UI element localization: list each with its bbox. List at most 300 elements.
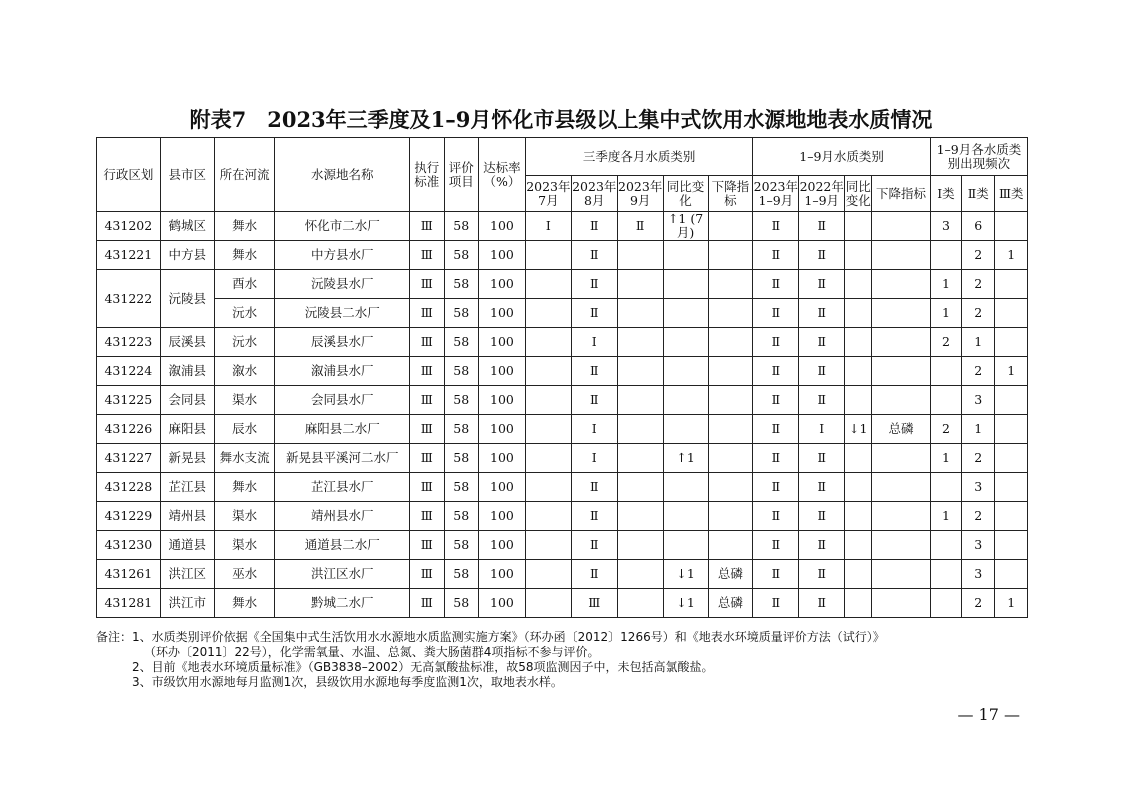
- cell-rate: 100: [478, 502, 525, 531]
- cell-ytd-yoy: [845, 328, 872, 357]
- cell-county: 中方县: [160, 241, 214, 270]
- cell-freq-1: 1: [930, 270, 961, 299]
- cell-rate: 100: [478, 444, 525, 473]
- cell-ytd-yoy: [845, 502, 872, 531]
- table-row: [97, 270, 1028, 299]
- cell-standard: Ⅲ: [410, 502, 444, 531]
- cell-freq-2: 2: [962, 270, 995, 299]
- notes: [96, 630, 1056, 690]
- cell-q3-down: 总磷: [708, 589, 753, 618]
- cell-freq-3: [995, 531, 1028, 560]
- cell-admin-code: 431221: [97, 241, 161, 270]
- cell-items: 58: [444, 386, 478, 415]
- table-row: [97, 473, 1028, 502]
- header-q3-yoy: 同比变化: [663, 176, 708, 212]
- cell-ytd-yoy: [845, 357, 872, 386]
- cell-standard: Ⅲ: [410, 299, 444, 328]
- page-number: — 17 —: [957, 705, 1020, 724]
- cell-sep: [617, 299, 663, 328]
- page-title: 附表7 2023年三季度及1–9月怀化市县级以上集中式饮用水源地地表水质情况: [189, 107, 933, 132]
- cell-ytd-2022: Ⅱ: [799, 299, 845, 328]
- cell-freq-1: [930, 241, 961, 270]
- cell-source-name: 怀化市二水厂: [275, 212, 410, 241]
- cell-freq-2: 3: [962, 560, 995, 589]
- cell-q3-yoy: [663, 473, 708, 502]
- note-2: 2、目前《地表水环境质量标准》（GB3838–2002）无高氯酸盐标准，故58项监测因子中，未包括高氯酸盐。: [132, 660, 714, 674]
- cell-aug: Ⅱ: [571, 299, 617, 328]
- table-row: [97, 531, 1028, 560]
- header-river: 所在河流: [214, 138, 275, 212]
- cell-river: 舞水支流: [214, 444, 275, 473]
- cell-standard: Ⅲ: [410, 560, 444, 589]
- cell-q3-yoy: [663, 531, 708, 560]
- cell-sep: [617, 386, 663, 415]
- cell-sep: Ⅱ: [617, 212, 663, 241]
- cell-freq-2: 3: [962, 386, 995, 415]
- cell-items: 58: [444, 560, 478, 589]
- cell-aug: Ⅰ: [571, 444, 617, 473]
- cell-items: 58: [444, 299, 478, 328]
- cell-ytd-2023: Ⅱ: [753, 589, 799, 618]
- cell-ytd-2022: Ⅱ: [799, 444, 845, 473]
- cell-items: 58: [444, 531, 478, 560]
- cell-ytd-yoy: [845, 589, 872, 618]
- cell-items: 58: [444, 415, 478, 444]
- cell-items: 58: [444, 473, 478, 502]
- cell-source-name: 会同县水厂: [275, 386, 410, 415]
- cell-ytd-2023: Ⅱ: [753, 502, 799, 531]
- cell-q3-yoy: [663, 415, 708, 444]
- header-2023-07: 2023年7月: [525, 176, 571, 212]
- cell-aug: Ⅱ: [571, 502, 617, 531]
- cell-county: 芷江县: [160, 473, 214, 502]
- cell-source-name: 靖州县水厂: [275, 502, 410, 531]
- cell-jul: [525, 589, 571, 618]
- header-q3-down: 下降指标: [708, 176, 753, 212]
- cell-q3-down: [708, 415, 753, 444]
- cell-jul: [525, 299, 571, 328]
- cell-sep: [617, 241, 663, 270]
- header-ytd-group: 1–9月水质类别: [753, 138, 930, 176]
- cell-standard: Ⅲ: [410, 328, 444, 357]
- cell-jul: [525, 241, 571, 270]
- cell-aug: Ⅱ: [571, 531, 617, 560]
- cell-freq-1: [930, 473, 961, 502]
- cell-source-name: 溆浦县水厂: [275, 357, 410, 386]
- cell-ytd-down: [872, 299, 930, 328]
- cell-admin-code: 431226: [97, 415, 161, 444]
- header-ytd-2023: 2023年1–9月: [753, 176, 799, 212]
- table-row: [97, 212, 1028, 241]
- water-quality-table: [96, 137, 1028, 618]
- cell-rate: 100: [478, 357, 525, 386]
- cell-river: 辰水: [214, 415, 275, 444]
- cell-jul: [525, 415, 571, 444]
- cell-standard: Ⅲ: [410, 357, 444, 386]
- cell-ytd-2022: Ⅱ: [799, 473, 845, 502]
- cell-ytd-down: [872, 444, 930, 473]
- cell-ytd-down: [872, 212, 930, 241]
- cell-q3-yoy: [663, 270, 708, 299]
- cell-freq-1: [930, 357, 961, 386]
- note-1-continued: （环办〔2011〕22号），化学需氧量、水温、总氮、粪大肠菌群4项指标不参与评价。: [144, 645, 600, 659]
- table-row: [97, 589, 1028, 618]
- cell-standard: Ⅲ: [410, 270, 444, 299]
- cell-sep: [617, 502, 663, 531]
- header-q3-group: 三季度各月水质类别: [525, 138, 752, 176]
- cell-standard: Ⅲ: [410, 241, 444, 270]
- cell-freq-1: 2: [930, 415, 961, 444]
- cell-freq-1: [930, 560, 961, 589]
- table-row: [97, 560, 1028, 589]
- cell-admin-code: 431202: [97, 212, 161, 241]
- cell-ytd-yoy: [845, 241, 872, 270]
- cell-rate: 100: [478, 212, 525, 241]
- cell-aug: Ⅱ: [571, 357, 617, 386]
- cell-river: 巫水: [214, 560, 275, 589]
- cell-ytd-2022: Ⅱ: [799, 357, 845, 386]
- header-ytd-down: 下降指标: [872, 176, 930, 212]
- cell-ytd-2023: Ⅱ: [753, 386, 799, 415]
- cell-ytd-down: [872, 270, 930, 299]
- cell-ytd-2022: Ⅱ: [799, 531, 845, 560]
- cell-rate: 100: [478, 560, 525, 589]
- cell-freq-2: 1: [962, 328, 995, 357]
- cell-jul: [525, 270, 571, 299]
- cell-freq-1: [930, 589, 961, 618]
- cell-river: 舞水: [214, 473, 275, 502]
- cell-aug: Ⅱ: [571, 386, 617, 415]
- cell-jul: [525, 386, 571, 415]
- cell-ytd-2022: Ⅱ: [799, 328, 845, 357]
- cell-ytd-2023: Ⅱ: [753, 444, 799, 473]
- cell-river: 舞水: [214, 212, 275, 241]
- cell-ytd-down: [872, 386, 930, 415]
- cell-ytd-down: [872, 357, 930, 386]
- cell-river: 酉水: [214, 270, 275, 299]
- cell-standard: Ⅲ: [410, 473, 444, 502]
- cell-rate: 100: [478, 531, 525, 560]
- cell-sep: [617, 473, 663, 502]
- cell-ytd-yoy: [845, 444, 872, 473]
- cell-county: 沅陵县: [160, 270, 214, 328]
- cell-admin-code: 431225: [97, 386, 161, 415]
- cell-standard: Ⅲ: [410, 415, 444, 444]
- cell-aug: Ⅱ: [571, 473, 617, 502]
- header-2023-08: 2023年8月: [571, 176, 617, 212]
- cell-ytd-yoy: [845, 531, 872, 560]
- header-county: 县市区: [160, 138, 214, 212]
- cell-source-name: 中方县水厂: [275, 241, 410, 270]
- cell-freq-2: 2: [962, 299, 995, 328]
- header-standard: 执行标准: [410, 138, 444, 212]
- cell-ytd-2022: Ⅱ: [799, 241, 845, 270]
- cell-sep: [617, 444, 663, 473]
- cell-source-name: 沅陵县二水厂: [275, 299, 410, 328]
- cell-items: 58: [444, 502, 478, 531]
- cell-freq-3: [995, 444, 1028, 473]
- cell-freq-3: [995, 270, 1028, 299]
- header-ytd-2022: 2022年1–9月: [799, 176, 845, 212]
- cell-admin-code: 431223: [97, 328, 161, 357]
- cell-items: 58: [444, 357, 478, 386]
- cell-aug: Ⅱ: [571, 270, 617, 299]
- cell-jul: [525, 357, 571, 386]
- table-row: [97, 328, 1028, 357]
- cell-jul: Ⅰ: [525, 212, 571, 241]
- cell-aug: Ⅱ: [571, 560, 617, 589]
- header-2023-09: 2023年9月: [617, 176, 663, 212]
- cell-items: 58: [444, 212, 478, 241]
- cell-standard: Ⅲ: [410, 531, 444, 560]
- cell-admin-code: 431261: [97, 560, 161, 589]
- cell-q3-yoy: [663, 502, 708, 531]
- cell-freq-3: [995, 560, 1028, 589]
- cell-county: 麻阳县: [160, 415, 214, 444]
- cell-sep: [617, 531, 663, 560]
- cell-q3-yoy: ↑1 (7月): [663, 212, 708, 241]
- cell-ytd-down: [872, 502, 930, 531]
- cell-freq-3: [995, 299, 1028, 328]
- cell-river: 溆水: [214, 357, 275, 386]
- cell-ytd-yoy: [845, 386, 872, 415]
- cell-sep: [617, 270, 663, 299]
- cell-ytd-down: [872, 328, 930, 357]
- cell-ytd-2022: Ⅱ: [799, 270, 845, 299]
- cell-county: 辰溪县: [160, 328, 214, 357]
- cell-river: 舞水: [214, 589, 275, 618]
- cell-q3-down: [708, 357, 753, 386]
- cell-ytd-yoy: [845, 473, 872, 502]
- cell-river: 舞水: [214, 241, 275, 270]
- cell-freq-3: 1: [995, 357, 1028, 386]
- cell-ytd-2023: Ⅱ: [753, 270, 799, 299]
- cell-ytd-2023: Ⅱ: [753, 212, 799, 241]
- table-row: [97, 415, 1028, 444]
- cell-county: 鹤城区: [160, 212, 214, 241]
- cell-rate: 100: [478, 270, 525, 299]
- cell-freq-1: 1: [930, 502, 961, 531]
- cell-freq-2: 1: [962, 415, 995, 444]
- cell-river: 沅水: [214, 328, 275, 357]
- cell-q3-down: [708, 299, 753, 328]
- cell-ytd-2023: Ⅱ: [753, 299, 799, 328]
- cell-q3-down: 总磷: [708, 560, 753, 589]
- cell-q3-down: [708, 444, 753, 473]
- cell-q3-yoy: ↓1: [663, 589, 708, 618]
- cell-freq-3: [995, 212, 1028, 241]
- cell-river: 渠水: [214, 531, 275, 560]
- cell-ytd-2022: Ⅱ: [799, 212, 845, 241]
- cell-freq-1: [930, 531, 961, 560]
- cell-ytd-2022: Ⅱ: [799, 502, 845, 531]
- cell-standard: Ⅲ: [410, 386, 444, 415]
- cell-river: 渠水: [214, 386, 275, 415]
- cell-ytd-yoy: [845, 560, 872, 589]
- cell-freq-2: 6: [962, 212, 995, 241]
- cell-admin-code: 431229: [97, 502, 161, 531]
- header-ytd-yoy: 同比变化: [845, 176, 872, 212]
- header-freq-class1: Ⅰ类: [930, 176, 961, 212]
- cell-freq-1: 3: [930, 212, 961, 241]
- cell-jul: [525, 560, 571, 589]
- cell-q3-yoy: ↑1: [663, 444, 708, 473]
- cell-ytd-down: [872, 473, 930, 502]
- header-admin-code: 行政区划: [97, 138, 161, 212]
- cell-aug: Ⅱ: [571, 212, 617, 241]
- cell-freq-3: 1: [995, 589, 1028, 618]
- cell-ytd-yoy: ↓1: [845, 415, 872, 444]
- cell-freq-3: 1: [995, 241, 1028, 270]
- cell-ytd-down: [872, 241, 930, 270]
- cell-source-name: 新晃县平溪河二水厂: [275, 444, 410, 473]
- cell-jul: [525, 502, 571, 531]
- cell-aug: Ⅰ: [571, 415, 617, 444]
- cell-county: 溆浦县: [160, 357, 214, 386]
- cell-freq-2: 3: [962, 531, 995, 560]
- cell-ytd-2022: Ⅱ: [799, 386, 845, 415]
- cell-freq-2: 2: [962, 589, 995, 618]
- cell-q3-yoy: [663, 241, 708, 270]
- note-3: 3、市级饮用水源地每月监测1次，县级饮用水源地每季度监测1次，取地表水样。: [132, 675, 563, 689]
- cell-q3-down: [708, 531, 753, 560]
- cell-rate: 100: [478, 241, 525, 270]
- header-freq-class3: Ⅲ类: [995, 176, 1028, 212]
- cell-rate: 100: [478, 589, 525, 618]
- cell-ytd-yoy: [845, 212, 872, 241]
- table-row: [97, 386, 1028, 415]
- cell-freq-2: 2: [962, 357, 995, 386]
- cell-rate: 100: [478, 299, 525, 328]
- cell-ytd-2022: Ⅱ: [799, 560, 845, 589]
- cell-q3-down: [708, 270, 753, 299]
- cell-standard: Ⅲ: [410, 212, 444, 241]
- cell-freq-3: [995, 502, 1028, 531]
- cell-q3-yoy: ↓1: [663, 560, 708, 589]
- cell-ytd-2022: Ⅱ: [799, 589, 845, 618]
- cell-county: 洪江区: [160, 560, 214, 589]
- cell-q3-yoy: [663, 299, 708, 328]
- cell-sep: [617, 560, 663, 589]
- cell-admin-code: 431222: [97, 270, 161, 328]
- cell-q3-down: [708, 328, 753, 357]
- cell-freq-3: [995, 328, 1028, 357]
- cell-aug: Ⅰ: [571, 328, 617, 357]
- cell-county: 靖州县: [160, 502, 214, 531]
- header-freq-group: 1–9月各水质类别出现频次: [930, 138, 1027, 176]
- cell-source-name: 黔城二水厂: [275, 589, 410, 618]
- cell-freq-1: 1: [930, 444, 961, 473]
- cell-admin-code: 431281: [97, 589, 161, 618]
- table-row: [97, 357, 1028, 386]
- cell-ytd-down: [872, 589, 930, 618]
- cell-ytd-down: [872, 531, 930, 560]
- cell-q3-down: [708, 386, 753, 415]
- table-row: [97, 502, 1028, 531]
- cell-freq-1: 2: [930, 328, 961, 357]
- cell-sep: [617, 415, 663, 444]
- cell-q3-down: [708, 473, 753, 502]
- cell-rate: 100: [478, 328, 525, 357]
- cell-rate: 100: [478, 415, 525, 444]
- cell-jul: [525, 531, 571, 560]
- table-row: [97, 241, 1028, 270]
- cell-ytd-2023: Ⅱ: [753, 241, 799, 270]
- cell-q3-yoy: [663, 357, 708, 386]
- cell-admin-code: 431230: [97, 531, 161, 560]
- cell-ytd-2023: Ⅱ: [753, 560, 799, 589]
- cell-rate: 100: [478, 386, 525, 415]
- cell-q3-down: [708, 212, 753, 241]
- cell-source-name: 芷江县水厂: [275, 473, 410, 502]
- cell-q3-down: [708, 502, 753, 531]
- cell-ytd-2023: Ⅱ: [753, 473, 799, 502]
- cell-ytd-2023: Ⅱ: [753, 328, 799, 357]
- cell-county: 会同县: [160, 386, 214, 415]
- header-source-name: 水源地名称: [275, 138, 410, 212]
- cell-sep: [617, 328, 663, 357]
- cell-aug: Ⅲ: [571, 589, 617, 618]
- cell-ytd-2023: Ⅱ: [753, 531, 799, 560]
- cell-aug: Ⅱ: [571, 241, 617, 270]
- cell-source-name: 通道县二水厂: [275, 531, 410, 560]
- cell-ytd-yoy: [845, 299, 872, 328]
- cell-q3-yoy: [663, 386, 708, 415]
- note-1: 备注：1、水质类别评价依据《全国集中式生活饮用水水源地水质监测实施方案》（环办函〔2012〕1266号）和《地表水环境质量评价方法（试行）》: [96, 630, 885, 644]
- cell-q3-yoy: [663, 328, 708, 357]
- cell-freq-2: 2: [962, 241, 995, 270]
- cell-q3-down: [708, 241, 753, 270]
- cell-freq-3: [995, 415, 1028, 444]
- cell-ytd-2022: Ⅰ: [799, 415, 845, 444]
- cell-admin-code: 431228: [97, 473, 161, 502]
- cell-jul: [525, 473, 571, 502]
- cell-freq-3: [995, 386, 1028, 415]
- cell-standard: Ⅲ: [410, 444, 444, 473]
- cell-county: 通道县: [160, 531, 214, 560]
- cell-items: 58: [444, 444, 478, 473]
- cell-source-name: 麻阳县二水厂: [275, 415, 410, 444]
- table-row: [97, 444, 1028, 473]
- cell-county: 新晃县: [160, 444, 214, 473]
- cell-sep: [617, 357, 663, 386]
- cell-ytd-down: 总磷: [872, 415, 930, 444]
- cell-freq-1: [930, 386, 961, 415]
- cell-river: 沅水: [214, 299, 275, 328]
- cell-ytd-2023: Ⅱ: [753, 357, 799, 386]
- cell-freq-2: 2: [962, 502, 995, 531]
- cell-county: 洪江市: [160, 589, 214, 618]
- cell-jul: [525, 444, 571, 473]
- cell-ytd-down: [872, 560, 930, 589]
- cell-river: 渠水: [214, 502, 275, 531]
- cell-ytd-yoy: [845, 270, 872, 299]
- header-freq-class2: Ⅱ类: [962, 176, 995, 212]
- cell-items: 58: [444, 241, 478, 270]
- table-row: [97, 299, 1028, 328]
- cell-ytd-2023: Ⅱ: [753, 415, 799, 444]
- cell-items: 58: [444, 270, 478, 299]
- cell-items: 58: [444, 589, 478, 618]
- cell-freq-3: [995, 473, 1028, 502]
- cell-admin-code: 431224: [97, 357, 161, 386]
- cell-standard: Ⅲ: [410, 589, 444, 618]
- cell-items: 58: [444, 328, 478, 357]
- cell-jul: [525, 328, 571, 357]
- cell-source-name: 洪江区水厂: [275, 560, 410, 589]
- header-rate: 达标率（%）: [478, 138, 525, 212]
- cell-source-name: 沅陵县水厂: [275, 270, 410, 299]
